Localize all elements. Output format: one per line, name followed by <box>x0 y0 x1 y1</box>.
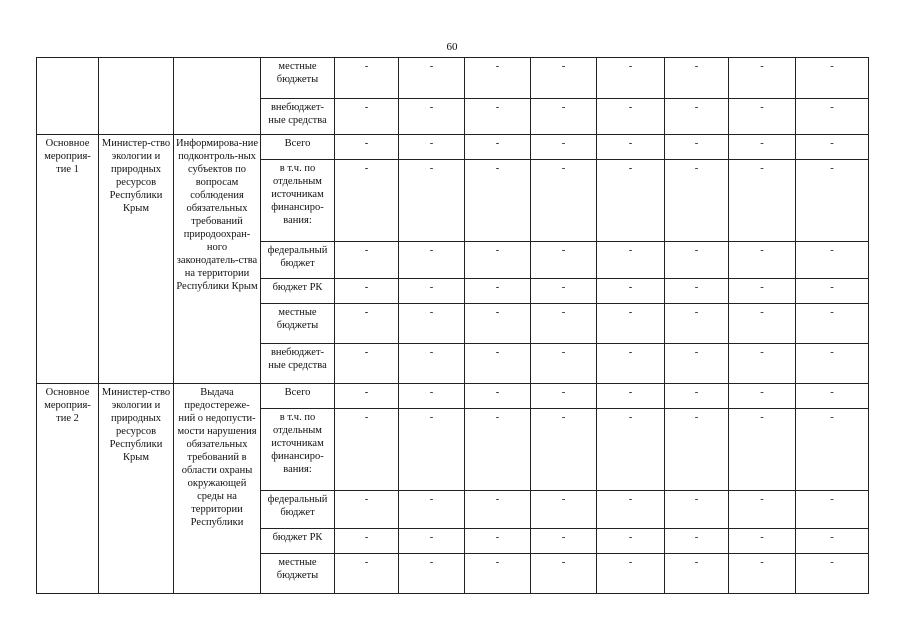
value-cell: - <box>465 279 531 304</box>
value-cell: - <box>335 529 399 554</box>
value-cell: - <box>531 99 597 135</box>
value-cell: - <box>729 304 796 344</box>
description-cell <box>174 58 261 135</box>
value-cell: - <box>335 160 399 242</box>
value-cell: - <box>335 99 399 135</box>
value-cell: - <box>531 304 597 344</box>
measure-cell: Основное мероприя-тие 2 <box>37 384 99 594</box>
value-cell: - <box>597 529 665 554</box>
value-cell: - <box>665 529 729 554</box>
value-cell: - <box>399 304 465 344</box>
funding-source-cell: федеральный бюджет <box>261 491 335 529</box>
value-cell: - <box>335 344 399 384</box>
value-cell: - <box>335 554 399 594</box>
funding-source-cell: местные бюджеты <box>261 554 335 594</box>
funding-source-cell: внебюджет-ные средства <box>261 99 335 135</box>
value-cell: - <box>335 58 399 99</box>
value-cell: - <box>531 160 597 242</box>
value-cell: - <box>665 384 729 409</box>
value-cell: - <box>531 279 597 304</box>
value-cell: - <box>399 135 465 160</box>
value-cell: - <box>531 409 597 491</box>
value-cell: - <box>796 58 869 99</box>
table-row <box>37 135 869 160</box>
value-cell: - <box>465 160 531 242</box>
value-cell: - <box>665 304 729 344</box>
value-cell: - <box>335 304 399 344</box>
funding-source-cell: Всего <box>261 384 335 409</box>
executor-cell: Министер-ство экологии и природных ресурсов Республики Крым <box>99 384 174 594</box>
value-cell: - <box>399 160 465 242</box>
value-cell: - <box>729 384 796 409</box>
funding-source-cell: внебюджет-ные средства <box>261 344 335 384</box>
value-cell: - <box>729 409 796 491</box>
value-cell: - <box>796 554 869 594</box>
value-cell: - <box>465 384 531 409</box>
value-cell: - <box>796 160 869 242</box>
value-cell: - <box>597 58 665 99</box>
value-cell: - <box>531 491 597 529</box>
value-cell: - <box>729 491 796 529</box>
value-cell: - <box>531 554 597 594</box>
value-cell: - <box>531 242 597 279</box>
value-cell: - <box>465 529 531 554</box>
value-cell: - <box>399 242 465 279</box>
value-cell: - <box>665 491 729 529</box>
value-cell: - <box>665 99 729 135</box>
value-cell: - <box>796 304 869 344</box>
value-cell: - <box>665 279 729 304</box>
value-cell: - <box>665 409 729 491</box>
value-cell: - <box>597 135 665 160</box>
funding-source-cell: местные бюджеты <box>261 58 335 99</box>
funding-source-cell: местные бюджеты <box>261 304 335 344</box>
value-cell: - <box>335 242 399 279</box>
value-cell: - <box>531 135 597 160</box>
value-cell: - <box>531 58 597 99</box>
value-cell: - <box>796 99 869 135</box>
page-number: 60 <box>446 41 458 53</box>
table-body <box>37 58 869 594</box>
value-cell: - <box>665 135 729 160</box>
table-row <box>37 384 869 409</box>
value-cell: - <box>796 344 869 384</box>
value-cell: - <box>335 491 399 529</box>
value-cell: - <box>597 242 665 279</box>
value-cell: - <box>796 491 869 529</box>
value-cell: - <box>665 344 729 384</box>
value-cell: - <box>729 554 796 594</box>
value-cell: - <box>597 384 665 409</box>
value-cell: - <box>399 279 465 304</box>
value-cell: - <box>729 99 796 135</box>
value-cell: - <box>399 99 465 135</box>
financing-table <box>36 57 869 594</box>
value-cell: - <box>597 491 665 529</box>
value-cell: - <box>729 242 796 279</box>
funding-source-cell: в т.ч. по отдельным источникам финансиро-вания: <box>261 160 335 242</box>
value-cell: - <box>796 135 869 160</box>
value-cell: - <box>665 242 729 279</box>
value-cell: - <box>597 304 665 344</box>
value-cell: - <box>796 384 869 409</box>
value-cell: - <box>665 58 729 99</box>
value-cell: - <box>335 279 399 304</box>
value-cell: - <box>597 279 665 304</box>
value-cell: - <box>597 99 665 135</box>
description-cell: Выдача предостереже-ний о недопусти-мости нарушения обязательных требований в области охраны окружающей среды на территории Республики <box>174 384 261 594</box>
value-cell: - <box>465 304 531 344</box>
value-cell: - <box>335 409 399 491</box>
value-cell: - <box>465 409 531 491</box>
value-cell: - <box>465 135 531 160</box>
funding-source-cell: бюджет РК <box>261 279 335 304</box>
value-cell: - <box>796 242 869 279</box>
value-cell: - <box>729 160 796 242</box>
value-cell: - <box>597 344 665 384</box>
value-cell: - <box>399 409 465 491</box>
value-cell: - <box>796 409 869 491</box>
value-cell: - <box>335 384 399 409</box>
value-cell: - <box>729 529 796 554</box>
table-row <box>37 58 869 99</box>
value-cell: - <box>465 242 531 279</box>
funding-source-cell: бюджет РК <box>261 529 335 554</box>
description-cell: Информирова-ние подконтроль-ных субъектов по вопросам соблюдения обязательных требований природоохран-ного законодатель-ства на территории Республики Крым <box>174 135 261 384</box>
measure-cell <box>37 58 99 135</box>
value-cell: - <box>729 279 796 304</box>
value-cell: - <box>465 554 531 594</box>
value-cell: - <box>335 135 399 160</box>
value-cell: - <box>729 135 796 160</box>
funding-source-cell: в т.ч. по отдельным источникам финансиро-вания: <box>261 409 335 491</box>
value-cell: - <box>665 554 729 594</box>
value-cell: - <box>729 344 796 384</box>
value-cell: - <box>531 529 597 554</box>
value-cell: - <box>465 491 531 529</box>
executor-cell <box>99 58 174 135</box>
value-cell: - <box>729 58 796 99</box>
value-cell: - <box>399 529 465 554</box>
value-cell: - <box>665 160 729 242</box>
value-cell: - <box>796 529 869 554</box>
value-cell: - <box>531 384 597 409</box>
value-cell: - <box>465 344 531 384</box>
value-cell: - <box>399 554 465 594</box>
value-cell: - <box>465 58 531 99</box>
value-cell: - <box>796 279 869 304</box>
value-cell: - <box>531 344 597 384</box>
value-cell: - <box>597 409 665 491</box>
measure-cell: Основное мероприя-тие 1 <box>37 135 99 384</box>
value-cell: - <box>399 344 465 384</box>
value-cell: - <box>399 491 465 529</box>
executor-cell: Министер-ство экологии и природных ресурсов Республики Крым <box>99 135 174 384</box>
funding-source-cell: Всего <box>261 135 335 160</box>
funding-source-cell: федеральный бюджет <box>261 242 335 279</box>
value-cell: - <box>597 160 665 242</box>
value-cell: - <box>597 554 665 594</box>
value-cell: - <box>399 58 465 99</box>
value-cell: - <box>399 384 465 409</box>
value-cell: - <box>465 99 531 135</box>
